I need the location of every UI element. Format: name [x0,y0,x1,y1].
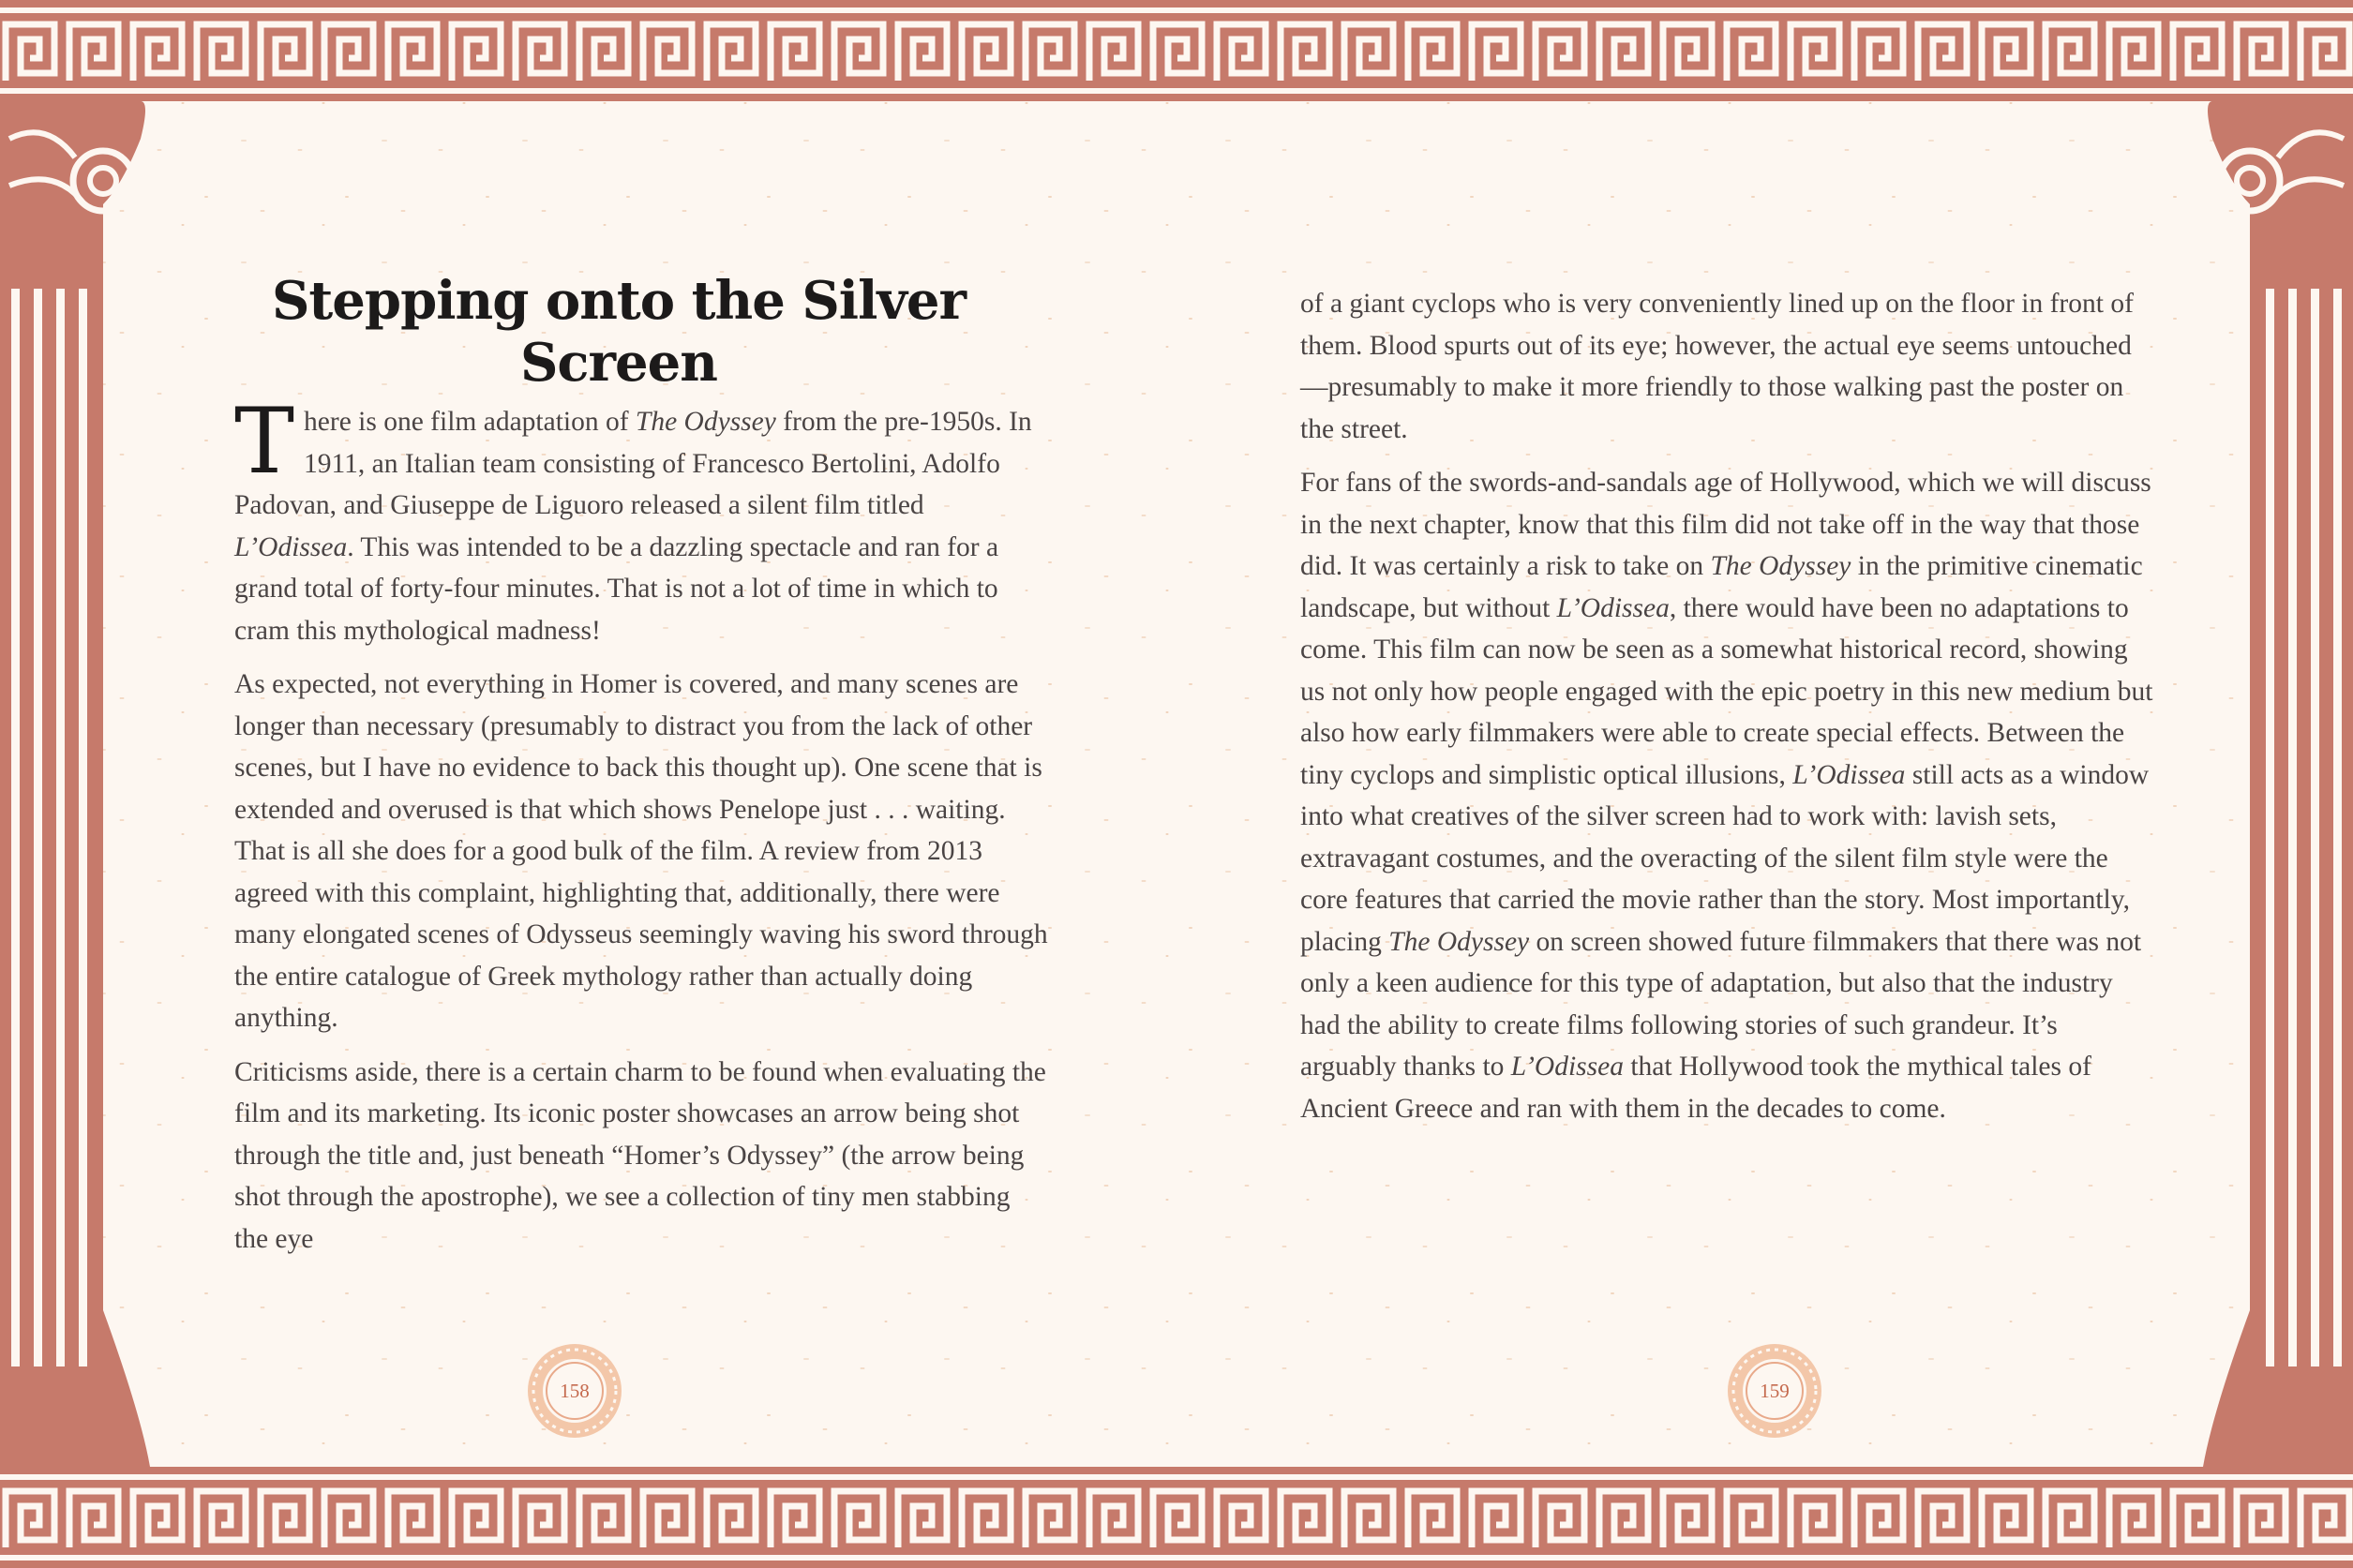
italic-title: The Odyssey [635,407,776,437]
page-number-badge-left [526,1342,623,1440]
text-run: , there would have been no adaptations to come. This film can now be seen as a somewhat historical record, showing us not only how people engaged with the epic poetry in this new medium but also how early filmmakers were able to create special effects. Between the tiny cyclops and simplistic optical illusions, [1300,592,2153,790]
paragraph [234,389,1050,651]
italic-title: The Odyssey [1710,551,1851,581]
greek-key-border-bottom [0,1467,2353,1568]
text-run: that Hollywood took the mythical tales of Ancient Greece and ran with them in the decades to come. [1300,1052,2091,1124]
italic-title: L’Odissea [234,531,348,562]
italic-title: The Odyssey [1388,926,1530,957]
text-run: from the pre-1950s. In 1911, an Italian team consisting of Francesco Bertolini, Adolfo Padovan, and Giuseppe de Liguoro released a silent film titled [234,407,1032,520]
paragraph: As expected, not everything in Homer is covered, and many scenes are longer than necessary (presumably to distract you from the lack of other scenes, but I have no evidence to back this thought up). One scene that is extended and overused is that which shows Penelope just . . . waiting. That is all she does for a good bulk of the film. A review from 2013 agreed with this complaint, highlighting that, additionally, there were many elongated scenes of Odysseus seemingly waving his sword through the entire catalogue of Greek mythology rather than actually doing anything. [234,669,1048,1033]
paragraph [1300,462,2153,1129]
chapter-title: Stepping onto the Silver Screen [271,270,967,394]
text-run: . This was intended to be a dazzling spectacle and ran for a grand total of forty-four minutes. That is not a lot of time in which to cram this mythological madness! [234,531,999,646]
text-run: still acts as a window into what creatives of the silver screen had to work with: lavish sets, extravagant costumes, and the overacting of the silent film style were the core features that carried the movie rather than the story. Most importantly, placing [1300,759,2150,957]
ionic-column-right-icon [2203,101,2353,1467]
paragraph: of a giant cyclops who is very conveniently lined up on the floor in front of them. Blood spurts out of its eye; however, the actual eye seems untouched—presumably to make it more friendly to those walking past the poster on the street. [1300,289,2134,444]
text-run: For fans of the swords-and-sandals age of Hollywood, which we will discuss in the next chapter, know that this film did not take off in the way that those did. It was certainly a risk to take on [1300,468,2151,581]
page-number: 158 [560,1380,590,1402]
ionic-column-left-icon [0,101,150,1467]
right-page-body [1300,283,2153,1142]
greek-key-border-top [0,0,2353,101]
page-number-badge-right [1726,1342,1823,1440]
text-run: here is one film adaptation of [304,407,636,437]
text-run: on screen showed future filmmakers that there was not only a keen audience for this type of adaptation, but also that the industry had the ability to create films following stories of such grandeur. It’s arguably thanks to [1300,926,2142,1082]
italic-title: L’Odissea [1792,759,1906,790]
paragraph: Criticisms aside, there is a certain charm to be found when evaluating the film and its marketing. Its iconic poster showcases an arrow being shot through the title and, just beneath “Homer’s Odyssey” (the arrow being shot through the apostrophe), we see a collection of tiny men stabbing the eye [234,1056,1046,1254]
italic-title: L’Odissea [1556,592,1670,623]
italic-title: L’Odissea [1510,1052,1624,1082]
left-page-body [234,389,1050,1272]
page-number: 159 [1760,1380,1790,1402]
text-run: in the primitive cinematic landscape, but without [1300,551,2143,623]
drop-cap: T [234,389,295,494]
